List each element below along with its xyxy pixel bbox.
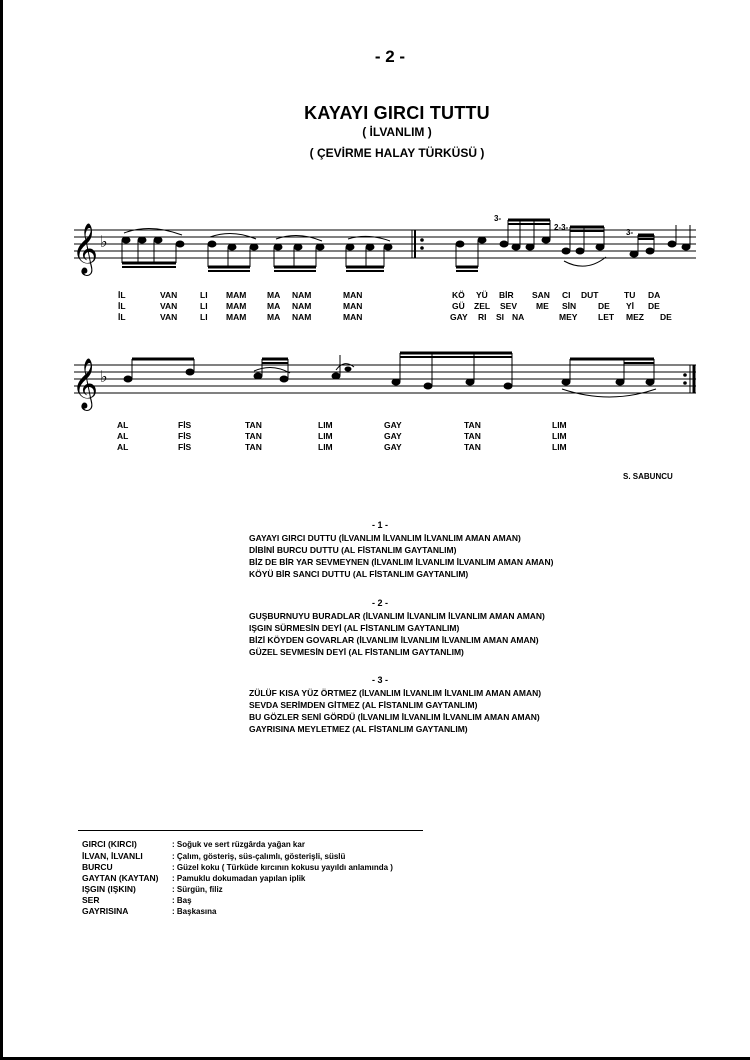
syllable: TAN (464, 420, 481, 430)
syllable: MAN (343, 301, 363, 311)
syllable: MAM (226, 301, 247, 311)
verse-line: GAYAYI GIRCI DUTTU (İLVANLIM İLVANLIM İLVANLIM AMAN AMAN) (249, 533, 521, 543)
syllable: VAN (160, 301, 178, 311)
syllable: GÜ (452, 301, 465, 311)
syllable: GAY (450, 312, 468, 322)
glossary-definition: : Sürgün, filiz (172, 885, 223, 894)
syllable: LIM (552, 420, 567, 430)
glossary-definition: : Baş (172, 896, 192, 905)
tuplet-mark: 3- (626, 228, 634, 237)
glossary-definition: : Başkasına (172, 907, 217, 916)
syllable: TAN (245, 420, 262, 430)
syllable: SAN (532, 290, 550, 300)
verse-line: BİZ DE BİR YAR SEVMEYNEN (İLVANLIM İLVANLIM İLVANLIM AMAN AMAN) (249, 557, 554, 567)
glossary-term: SER (82, 895, 100, 905)
syllable: DUT (581, 290, 599, 300)
page-number: - 2 - (374, 47, 406, 66)
verse-line: IŞGIN SÜRMESİN DEYİ (AL FİSTANLIM GAYTANLIM) (249, 623, 460, 633)
syllable: NAM (292, 312, 312, 322)
syllable: TAN (464, 431, 481, 441)
syllable: DE (648, 301, 660, 311)
treble-clef-icon: 𝄞 (72, 223, 99, 274)
syllable: GAY (384, 442, 402, 452)
syllable: DA (648, 290, 661, 300)
syllable: MA (267, 301, 281, 311)
syllable: NAM (292, 290, 312, 300)
song-title: KAYAYI GIRCI TUTTU (304, 103, 490, 123)
syllable: AL (117, 442, 129, 452)
syllable: LIM (552, 442, 567, 452)
syllable: ZEL (474, 301, 491, 311)
composer-credit: S. SABUNCU (623, 472, 673, 481)
glossary-definition: : Çalım, gösteriş, süs-çalımlı, gösterişli, süslü (172, 852, 346, 861)
syllable: TAN (245, 431, 262, 441)
music-staff-2 (0, 345, 750, 425)
song-genre: ( ÇEVİRME HALAY TÜRKÜSÜ ) (309, 146, 485, 160)
syllable: NA (512, 312, 525, 322)
glossary-term: GAYTAN (KAYTAN) (82, 873, 159, 883)
syllable: LET (598, 312, 615, 322)
glossary-divider (78, 830, 423, 831)
syllable: İL (118, 290, 126, 300)
syllable: AL (117, 431, 129, 441)
syllable: AL (117, 420, 129, 430)
verse-number: - 1 - (371, 520, 388, 530)
syllable: FİS (178, 442, 192, 452)
syllable: LIM (318, 431, 333, 441)
syllable: MA (267, 312, 281, 322)
syllable: MEZ (626, 312, 644, 322)
syllable: İL (118, 312, 126, 322)
syllable: MEY (559, 312, 578, 322)
syllable: SI (496, 312, 505, 322)
verse-line: GUŞBURNUYU BURADLAR (İLVANLIM İLVANLIM İLVANLIM AMAN AMAN) (249, 611, 545, 621)
glossary-term: IŞGIN (IŞKIN) (82, 884, 136, 894)
syllable: TAN (245, 442, 262, 452)
glossary-term: BURCU (82, 862, 113, 872)
syllable: SEV (500, 301, 518, 311)
syllable: YÜ (476, 290, 488, 300)
syllable: VAN (160, 290, 178, 300)
glossary-definition: : Pamuklu dokumadan yapılan iplik (172, 874, 306, 883)
syllable: GAY (384, 420, 402, 430)
syllable: LIM (318, 420, 333, 430)
syllable: MAN (343, 290, 363, 300)
syllable: ME (536, 301, 549, 311)
syllable: LI (200, 290, 208, 300)
syllable: NAM (292, 301, 312, 311)
glossary-term: İLVAN, İLVANLI (82, 851, 143, 861)
syllable: DE (598, 301, 610, 311)
syllable: VAN (160, 312, 178, 322)
syllable: LIM (318, 442, 333, 452)
syllable: LIM (552, 431, 567, 441)
verse-line: ZÜLÜF KISA YÜZ ÖRTMEZ (İLVANLIM İLVANLIM İLVANLIM AMAN AMAN) (249, 688, 542, 698)
syllable: CI (562, 290, 571, 300)
syllable: İL (118, 301, 126, 311)
flat-key-signature-icon: ♭ (100, 232, 108, 251)
verse-line: BİZİ KÖYDEN GOVARLAR (İLVANLIM İLVANLIM İLVANLIM AMAN AMAN) (249, 635, 539, 645)
syllable: MAN (343, 312, 363, 322)
glossary-term: GIRCI (KIRCI) (82, 839, 137, 849)
music-staff-1 (0, 205, 750, 305)
verse-number: - 3 - (371, 675, 388, 685)
syllable: TAN (464, 442, 481, 452)
flat-key-signature-icon: ♭ (100, 367, 108, 386)
tuplet-mark: 2-3- (554, 223, 569, 232)
syllable: SİN (562, 301, 577, 311)
treble-clef-icon: 𝄞 (72, 358, 99, 409)
syllable: FİS (178, 420, 192, 430)
syllable: GAY (384, 431, 402, 441)
syllable: BİR (499, 290, 514, 300)
syllable: TU (624, 290, 636, 300)
verse-line: DİBİNİ BURCU DUTTU (AL FİSTANLIM GAYTANLIM) (249, 545, 457, 555)
verse-line: SEVDA SERİMDEN GİTMEZ (AL FİSTANLIM GAYTANLIM) (249, 700, 478, 710)
glossary-definition: : Güzel koku ( Türküde kırcının kokusu yayıldı anlamında ) (172, 863, 393, 872)
song-subtitle: ( İLVANLIM ) (362, 125, 432, 139)
syllable: MAM (226, 290, 247, 300)
syllable: RI (478, 312, 487, 322)
verse-number: - 2 - (371, 598, 388, 608)
glossary-definition: : Soğuk ve sert rüzgârda yağan kar (172, 840, 305, 849)
syllable: KÖ (452, 290, 465, 300)
verse-line: BU GÖZLER SENİ GÖRDÜ (İLVANLIM İLVANLIM İLVANLIM AMAN AMAN) (249, 712, 540, 722)
syllable: FİS (178, 431, 192, 441)
tuplet-mark: 3- (494, 214, 502, 223)
syllable: LI (200, 312, 208, 322)
verse-line: GÜZEL SEVMESİN DEYİ (AL FİSTANLIM GAYTANLIM) (249, 647, 464, 657)
syllable: DE (660, 312, 672, 322)
syllable: MA (267, 290, 281, 300)
glossary-term: GAYRISINA (82, 906, 129, 916)
verse-line: KÖYÜ BİR SANCI DUTTU (AL FİSTANLIM GAYTANLIM) (249, 569, 469, 579)
verse-line: GAYRISINA MEYLETMEZ (AL FİSTANLIM GAYTANLIM) (249, 724, 468, 734)
syllable: Yİ (626, 301, 635, 311)
syllable: MAM (226, 312, 247, 322)
syllable: LI (200, 301, 208, 311)
